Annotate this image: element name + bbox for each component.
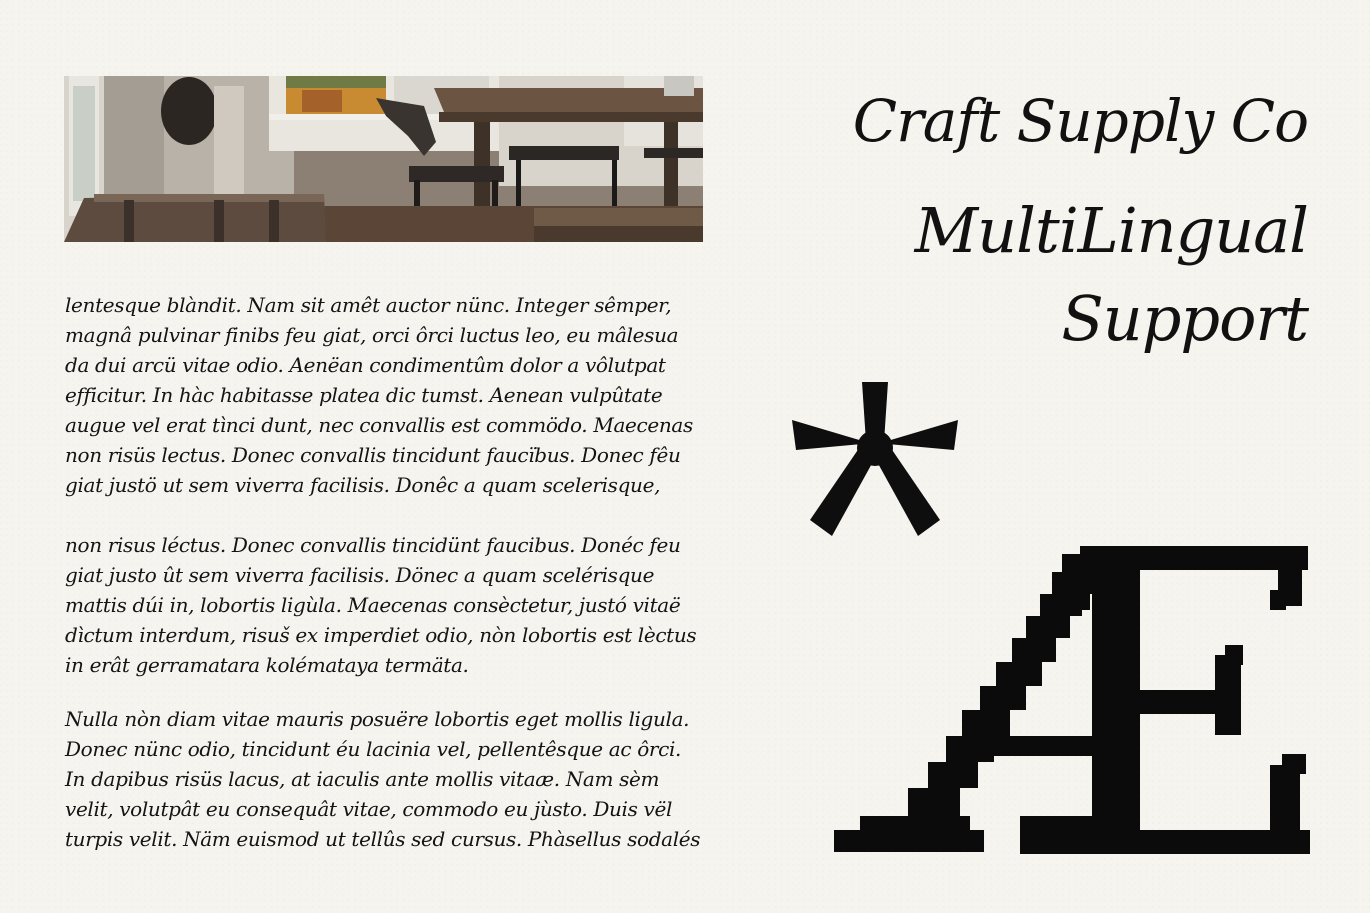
- text-line: lentesque blàndit. Nam sit amêt auctor nünc. Integer sêmper,: [65, 293, 672, 317]
- body-paragraph-1: [65, 290, 710, 500]
- text-line: giat justo ût sem viverra facilisis. Dönec a quam scelérisque: [65, 563, 655, 587]
- text-line: non risüs lectus. Donec convallis tincidunt faucïbus. Donec fêu: [65, 443, 681, 467]
- text-line: da dui arcü vitae odio. Aenëan condimentûm dolor a vôlutpat: [65, 353, 666, 377]
- text-line: turpis velit. Näm euismod ut tellûs sed cursus. Phàsellus sodalés: [65, 827, 701, 851]
- text-line: velit, volutpât eu consequât vitae, commodo eu jùsto. Duis vël: [65, 797, 673, 821]
- text-line: Donec nünc odio, tincidunt éu lacinia vel, pellentêsque ac ôrci.: [65, 737, 682, 761]
- support-heading: Support: [1061, 282, 1308, 355]
- text-line: non risus léctus. Donec convallis tincidünt faucibus. Donéc feu: [65, 533, 681, 557]
- text-line: Nulla nòn diam vitae mauris posuëre lobortis eget mollis ligula.: [65, 707, 690, 731]
- interior-photo-illustration: [64, 76, 703, 242]
- interior-photo: [64, 76, 703, 242]
- brand-heading: Craft Supply Co: [852, 87, 1308, 155]
- text-line: mattis dúi in, lobortis ligùla. Maecenas consèctetur, justó vitaë: [65, 593, 681, 617]
- body-paragraph-2: [65, 530, 710, 680]
- text-line: dìctum interdum, risuš ex imperdiet odio, nòn lobortis est lèctus: [65, 623, 697, 647]
- asterisk-glyph-icon: [790, 380, 960, 540]
- text-line: giat justö ut sem viverra facilisis. Donêc a quam scelerisque,: [65, 473, 661, 497]
- text-line: augue vel erat tìnci dunt, nec convallis est commödo. Maecenas: [65, 413, 693, 437]
- text-line: efficitur. In hàc habitasse platea dic tumst. Aenean vulpûtate: [65, 383, 663, 407]
- text-line: In dapibus risüs lacus, at iaculis ante mollis vitaæ. Nam sèm: [65, 767, 660, 791]
- multilingual-heading: MultiLingual: [914, 194, 1308, 267]
- text-line: magnâ pulvinar finibs feu giat, orci ôrci luctus leo, eu mâlesua: [65, 323, 679, 347]
- ae-ligature-glyph-icon: [830, 540, 1315, 860]
- body-paragraph-3: [65, 704, 710, 854]
- text-line: in erât gerramatara kolémataya termäta.: [65, 653, 469, 677]
